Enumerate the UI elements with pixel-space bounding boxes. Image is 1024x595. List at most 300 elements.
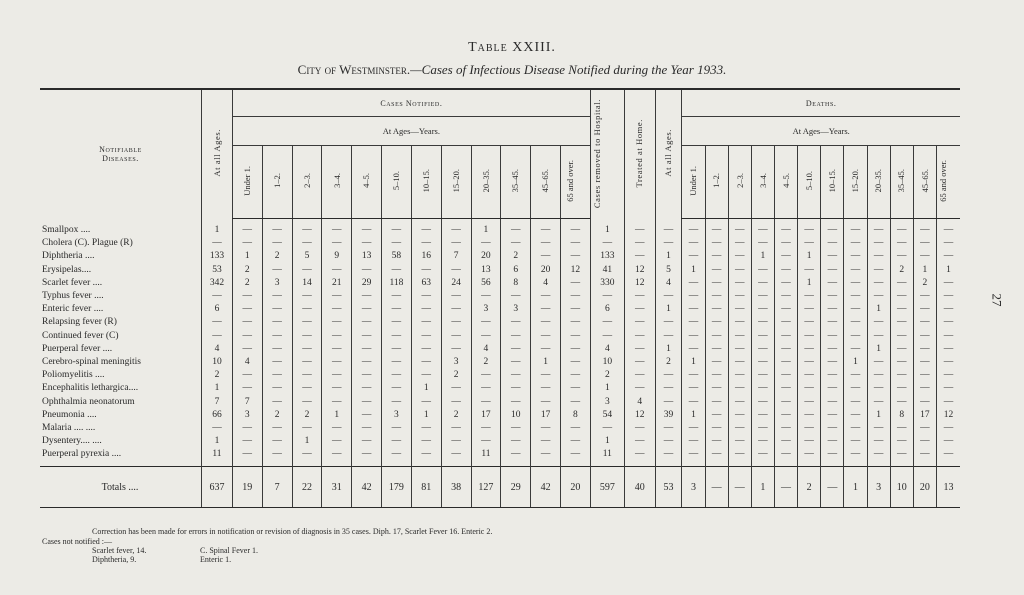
table-cell: 3 [682, 467, 705, 508]
table-cell: — [411, 343, 441, 356]
table-cell: 16 [411, 250, 441, 263]
disease-name: Totals .... [40, 467, 202, 508]
table-cell: 1 [655, 343, 682, 356]
table-cell: — [682, 395, 705, 408]
table-cell: — [728, 409, 751, 422]
table-cell: — [352, 303, 382, 316]
table-cell: 20 [560, 467, 590, 508]
disease-name: Continued fever (C) [42, 330, 119, 341]
table-cell: — [751, 303, 774, 316]
all-ages-header: At all Ages. [202, 89, 233, 219]
table-cell: — [292, 448, 322, 461]
table-cell: — [682, 277, 705, 290]
table-cell: — [821, 382, 844, 395]
table-cell: — [232, 224, 262, 237]
table-cell: — [774, 250, 797, 263]
table-cell: 1 [867, 343, 890, 356]
table-cell: — [262, 316, 292, 329]
table-cell: — [890, 356, 913, 369]
deaths-age-6: 10–15. [821, 146, 844, 219]
totals-row [40, 467, 960, 508]
table-cell: — [821, 264, 844, 277]
table-cell: 17 [471, 409, 501, 422]
table-cell: — [774, 467, 797, 508]
table-cell: — [322, 343, 352, 356]
table-cell: 1 [798, 250, 821, 263]
table-row [40, 422, 960, 435]
table-cell: — [798, 237, 821, 250]
table-cell: — [821, 422, 844, 435]
table-cell: 29 [352, 277, 382, 290]
table-cell: — [867, 422, 890, 435]
table-cell: — [590, 422, 624, 435]
table-cell: 118 [382, 277, 412, 290]
table-cell: — [751, 290, 774, 303]
table-cell: — [913, 435, 936, 448]
table-cell: — [232, 369, 262, 382]
cases-age-10: 45–65. [531, 146, 561, 219]
table-row [40, 356, 960, 369]
table-cell: — [705, 422, 728, 435]
table-cell: — [728, 467, 751, 508]
table-cell: — [232, 435, 262, 448]
table-cell: 1 [844, 356, 867, 369]
table-cell: — [501, 422, 531, 435]
table-cell: — [705, 409, 728, 422]
table-cell: 5 [292, 250, 322, 263]
table-cell: — [292, 382, 322, 395]
table-cell: — [560, 435, 590, 448]
table-cell: — [705, 356, 728, 369]
table-cell: — [728, 264, 751, 277]
table-cell: — [560, 250, 590, 263]
table-cell: — [728, 277, 751, 290]
table-cell: — [774, 303, 797, 316]
table-cell: — [560, 277, 590, 290]
disease-name: Erysipelas.... [42, 264, 92, 275]
table-cell: — [292, 303, 322, 316]
table-cell: — [292, 224, 322, 237]
table-cell: — [624, 316, 655, 329]
table-cell: — [867, 356, 890, 369]
cases-age-7: 15–20. [441, 146, 471, 219]
table-cell: 14 [292, 277, 322, 290]
table-cell: — [655, 224, 682, 237]
table-cell: — [705, 224, 728, 237]
table-cell: 38 [441, 467, 471, 508]
table-cell: — [382, 369, 412, 382]
table-cell: — [728, 369, 751, 382]
table-cell: 1 [798, 277, 821, 290]
table-cell: — [751, 356, 774, 369]
table-cell: — [322, 264, 352, 277]
table-cell: — [798, 290, 821, 303]
table-cell: — [202, 316, 233, 329]
table-cell: — [382, 448, 412, 461]
table-cell: — [728, 237, 751, 250]
table-cell: — [531, 330, 561, 343]
table-cell: — [560, 369, 590, 382]
table-cell: — [705, 467, 728, 508]
table-cell: 1 [322, 409, 352, 422]
correction-note: Correction has been made for errors in notification or revision of diagnosis in 35 cases. Diph. 17, Scarlet Fever 16. Enteric 2. [92, 527, 493, 536]
table-cell: — [655, 448, 682, 461]
table-cell: 2 [232, 277, 262, 290]
table-cell: — [655, 290, 682, 303]
removed-header: Cases removed to Hospital. [590, 89, 624, 219]
table-cell: — [590, 290, 624, 303]
table-cell: — [821, 224, 844, 237]
table-cell: 1 [655, 303, 682, 316]
table-cell: — [867, 448, 890, 461]
table-cell: — [262, 382, 292, 395]
table-cell: — [352, 409, 382, 422]
table-cell: — [322, 237, 352, 250]
table-cell: — [382, 435, 412, 448]
table-cell: — [867, 316, 890, 329]
table-cell: — [890, 435, 913, 448]
table-cell: — [531, 448, 561, 461]
table-cell: 24 [441, 277, 471, 290]
table-cell: — [322, 369, 352, 382]
table-cell: 42 [531, 467, 561, 508]
table-cell: — [531, 250, 561, 263]
table-cell: 1 [655, 250, 682, 263]
table-cell: — [262, 343, 292, 356]
table-cell: — [322, 316, 352, 329]
table-cell: — [232, 237, 262, 250]
table-row [40, 369, 960, 382]
table-cell: — [821, 409, 844, 422]
table-cell: — [411, 290, 441, 303]
table-cell: — [441, 343, 471, 356]
table-cell: 53 [655, 467, 682, 508]
table-cell: — [844, 290, 867, 303]
table-cell: — [751, 448, 774, 461]
table-cell: — [624, 330, 655, 343]
table-cell: — [913, 395, 936, 408]
table-cell: — [867, 395, 890, 408]
table-cell: — [890, 316, 913, 329]
table-cell: — [936, 330, 960, 343]
table-cell: — [774, 369, 797, 382]
table-cell: — [913, 422, 936, 435]
table-row [40, 277, 960, 290]
table-cell: 1 [682, 409, 705, 422]
deaths-age-1: 1–2. [705, 146, 728, 219]
table-cell: — [867, 224, 890, 237]
table-cell: — [501, 290, 531, 303]
table-cell: — [844, 343, 867, 356]
table-cell: — [821, 290, 844, 303]
table-cell: — [262, 448, 292, 461]
table-cell: — [292, 330, 322, 343]
table-cell: 10 [590, 356, 624, 369]
table-cell: — [531, 369, 561, 382]
table-cell: 4 [655, 277, 682, 290]
table-cell: — [441, 435, 471, 448]
deaths-age-9: 35–45. [890, 146, 913, 219]
table-cell: 2 [262, 409, 292, 422]
table-cell: — [821, 467, 844, 508]
table-cell: 54 [590, 409, 624, 422]
table-cell: — [560, 382, 590, 395]
table-cell: — [624, 369, 655, 382]
table-cell: — [798, 435, 821, 448]
table-cell: 1 [590, 382, 624, 395]
table-cell: — [262, 237, 292, 250]
table-cell: 2 [202, 369, 233, 382]
table-cell: 20 [913, 467, 936, 508]
table-cell: — [913, 250, 936, 263]
table-cell: — [352, 330, 382, 343]
table-cell: 63 [411, 277, 441, 290]
table-cell: — [728, 448, 751, 461]
disease-name: Relapsing fever (R) [42, 317, 117, 328]
table-cell: 3 [867, 467, 890, 508]
table-cell: — [844, 409, 867, 422]
table-cell: 1 [682, 356, 705, 369]
table-cell: — [751, 237, 774, 250]
table-cell: — [728, 435, 751, 448]
table-cell: 2 [262, 250, 292, 263]
table-cell: — [936, 237, 960, 250]
table-cell: 53 [202, 264, 233, 277]
table-cell: — [531, 395, 561, 408]
table-cell: — [798, 369, 821, 382]
table-cell: — [751, 382, 774, 395]
table-cell: — [232, 290, 262, 303]
table-cell: — [322, 356, 352, 369]
table-cell: — [705, 303, 728, 316]
table-cell: — [624, 237, 655, 250]
table-row [40, 409, 960, 422]
table-cell: — [232, 330, 262, 343]
table-cell: — [655, 237, 682, 250]
table-cell: — [411, 369, 441, 382]
table-cell: — [867, 382, 890, 395]
table-cell: — [936, 250, 960, 263]
table-cell: — [352, 290, 382, 303]
table-cell: — [322, 395, 352, 408]
not-notified-label: Cases not notified :— [42, 537, 112, 546]
table-cell: 20 [471, 250, 501, 263]
table-cell: — [844, 277, 867, 290]
table-cell: — [624, 250, 655, 263]
table-cell: — [262, 395, 292, 408]
table-cell: — [890, 382, 913, 395]
deaths-age-10: 45–65. [913, 146, 936, 219]
table-cell: — [292, 316, 322, 329]
table-cell: 4 [531, 277, 561, 290]
table-cell: — [751, 435, 774, 448]
table-cell: — [936, 343, 960, 356]
table-cell: — [655, 382, 682, 395]
table-cell: — [844, 330, 867, 343]
table-cell: 20 [531, 264, 561, 277]
table-cell: — [936, 290, 960, 303]
table-cell: — [890, 290, 913, 303]
table-cell: — [411, 237, 441, 250]
note-diphtheria: Diphtheria, 9. [92, 555, 137, 564]
table-cell: — [411, 303, 441, 316]
disease-name: Pneumonia .... [42, 409, 97, 420]
table-cell: 31 [322, 467, 352, 508]
table-cell: — [890, 448, 913, 461]
table-cell: — [890, 343, 913, 356]
table-cell: — [560, 224, 590, 237]
treated-home-header: Treated at Home. [624, 89, 655, 219]
table-cell: — [382, 422, 412, 435]
deaths-age-3: 3–4. [751, 146, 774, 219]
table-cell: — [867, 369, 890, 382]
table-cell: — [322, 422, 352, 435]
table-cell: — [936, 224, 960, 237]
table-cell: — [322, 330, 352, 343]
table-cell: — [705, 237, 728, 250]
table-cell: — [411, 316, 441, 329]
table-cell: — [531, 303, 561, 316]
table-cell: — [471, 369, 501, 382]
table-cell: — [531, 343, 561, 356]
note-enteric: Enteric 1. [200, 555, 232, 564]
deaths-age-5: 5–10. [798, 146, 821, 219]
table-cell: — [936, 422, 960, 435]
table-cell: — [262, 224, 292, 237]
table-cell: — [774, 435, 797, 448]
table-cell: — [202, 330, 233, 343]
table-cell: — [798, 224, 821, 237]
cases-age-8: 20–35. [471, 146, 501, 219]
table-cell: — [728, 395, 751, 408]
table-cell: — [774, 290, 797, 303]
cases-age-9: 35–45. [501, 146, 531, 219]
table-cell: — [890, 250, 913, 263]
table-cell: — [624, 382, 655, 395]
table-cell: — [913, 343, 936, 356]
cases-age-1: 1–2. [262, 146, 292, 219]
table-cell: — [821, 303, 844, 316]
table-cell: — [844, 422, 867, 435]
table-cell: — [232, 303, 262, 316]
table-cell: — [774, 343, 797, 356]
deaths-age-11: 65 and over. [936, 146, 960, 219]
table-cell: — [867, 250, 890, 263]
table-cell: — [202, 422, 233, 435]
table-cell: — [913, 330, 936, 343]
table-cell: — [936, 448, 960, 461]
table-cell: — [913, 316, 936, 329]
table-cell: — [751, 409, 774, 422]
table-cell: 41 [590, 264, 624, 277]
disease-name: Scarlet fever .... [42, 277, 103, 288]
table-cell: 5 [655, 264, 682, 277]
table-cell: — [844, 224, 867, 237]
table-cell: — [890, 369, 913, 382]
table-cell: 2 [471, 356, 501, 369]
table-cell: — [352, 369, 382, 382]
table-cell: 7 [441, 250, 471, 263]
table-cell: — [352, 237, 382, 250]
table-cell: — [322, 303, 352, 316]
table-cell: — [890, 277, 913, 290]
table-cell: — [682, 382, 705, 395]
table-cell: 6 [501, 264, 531, 277]
table-cell: — [751, 422, 774, 435]
table-cell: — [322, 448, 352, 461]
table-cell: — [821, 316, 844, 329]
table-cell: — [798, 448, 821, 461]
table-cell: — [798, 422, 821, 435]
table-cell: — [798, 356, 821, 369]
table-row [40, 303, 960, 316]
table-cell: — [655, 395, 682, 408]
table-cell: — [441, 290, 471, 303]
table-cell: — [655, 422, 682, 435]
disease-table [40, 88, 960, 508]
table-cell: 3 [501, 303, 531, 316]
table-cell: 1 [590, 435, 624, 448]
table-cell: 3 [590, 395, 624, 408]
table-cell: 13 [352, 250, 382, 263]
disease-name: Dysentery.... .... [42, 436, 102, 447]
table-cell: 12 [624, 409, 655, 422]
table-cell: 11 [590, 448, 624, 461]
table-cell: 1 [751, 250, 774, 263]
cases-age-11: 65 and over. [560, 146, 590, 219]
table-cell: — [913, 303, 936, 316]
table-cell: — [292, 264, 322, 277]
table-row [40, 435, 960, 448]
table-cell: 13 [471, 264, 501, 277]
table-cell: — [705, 277, 728, 290]
table-cell: 127 [471, 467, 501, 508]
table-cell: — [936, 382, 960, 395]
table-cell: — [531, 237, 561, 250]
cases-age-0: Under 1. [232, 146, 262, 219]
cases-age-6: 10–15. [411, 146, 441, 219]
table-cell: 7 [232, 395, 262, 408]
table-cell: — [202, 290, 233, 303]
table-cell: 2 [292, 409, 322, 422]
table-cell: — [798, 316, 821, 329]
table-cell: 2 [590, 369, 624, 382]
table-cell: — [262, 264, 292, 277]
disease-name: Puerperal fever .... [42, 343, 113, 354]
table-cell: — [844, 237, 867, 250]
table-cell: — [560, 395, 590, 408]
table-cell: — [844, 448, 867, 461]
table-cell: — [774, 409, 797, 422]
table-cell: — [262, 422, 292, 435]
table-cell: 10 [501, 409, 531, 422]
table-cell: — [844, 435, 867, 448]
table-cell: 3 [382, 409, 412, 422]
table-cell: — [844, 303, 867, 316]
table-cell: — [798, 303, 821, 316]
table-cell: 17 [913, 409, 936, 422]
table-cell: — [867, 237, 890, 250]
table-cell: — [705, 330, 728, 343]
table-cell: — [821, 369, 844, 382]
table-cell: — [890, 422, 913, 435]
table-cell: — [501, 316, 531, 329]
table-cell: — [471, 382, 501, 395]
note-spinal: C. Spinal Fever 1. [200, 546, 258, 555]
table-cell: — [262, 303, 292, 316]
table-cell: 6 [202, 303, 233, 316]
table-cell: — [913, 356, 936, 369]
